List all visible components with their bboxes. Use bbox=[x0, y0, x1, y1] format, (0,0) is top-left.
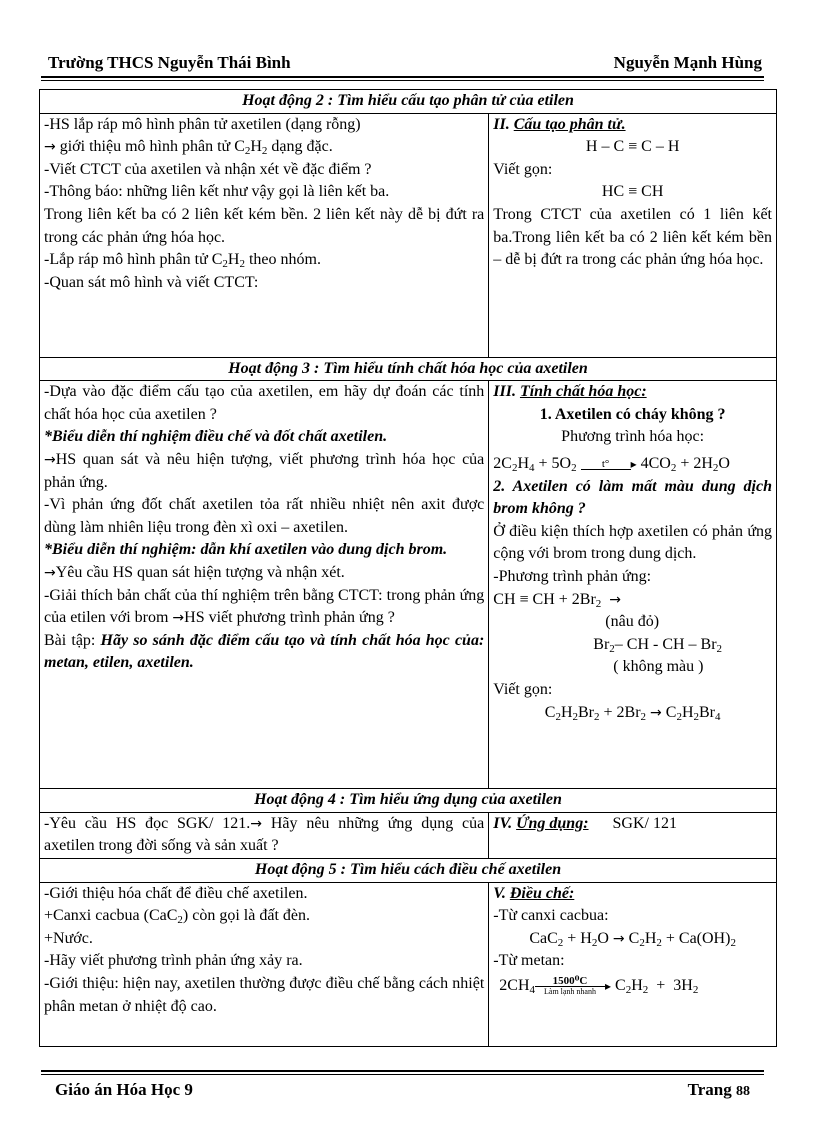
header-rule bbox=[41, 76, 764, 78]
bromine-product: $Br_2-$ CH - CH – $Br_2$ bbox=[593, 635, 723, 655]
s3-q1: 1. Axetilen có cháy không ? bbox=[539, 405, 726, 423]
activity-3-title: Hoạt động 3 : Tìm hiểu tính chất hóa học của axetilen bbox=[40, 357, 777, 381]
methane-equation: $2CH_4$ $\frac{\text{1500⁰C}}{\text{Làm lạnh nhanh}}$ ▸ $C_2H_2 + 3H_2$ bbox=[499, 974, 699, 996]
s5-heading: V. Điều chế: bbox=[493, 884, 575, 902]
s2-note: Trong CTCT của axetilen có 1 liên kết ba.Trong liên kết ba có 2 liên kết kém bền – dễ bị đứt ra trong các phản ứng hóa học. bbox=[493, 205, 772, 269]
s2-line-4: -Thông báo: những liên kết như vậy gọi là liên kết ba. bbox=[44, 183, 390, 201]
activity-2-teacher-column bbox=[40, 113, 489, 357]
s3-p7: -Giải thích bản chất của thí nghiệm trên bằng CTCT: trong phản ứng của etilen với brom →HS viết phương trình phản ứng ? bbox=[44, 586, 485, 627]
s3-p8: Bài tập: Hãy so sánh đặc điểm cấu tạo và tính chất hóa học của: metan, etilen, axetilen. bbox=[44, 631, 485, 672]
s3-q1-sub: Phương trình hóa học: bbox=[561, 428, 705, 446]
right-arrow-icon: → bbox=[250, 815, 263, 832]
s4-right: IV. Ứng dụng: SGK/ 121 bbox=[493, 814, 677, 832]
s2-line-6: -Lắp ráp mô hình phân tử $C_2H_2$ theo nhóm. bbox=[44, 251, 321, 271]
s3-short-label: Viết gọn: bbox=[493, 680, 553, 698]
book-title: Giáo án Hóa Học 9 bbox=[55, 1080, 193, 1099]
s3-q2-text: Ở điều kiện thích hợp axetilen có phản ứng cộng với brom trong dung dịch. bbox=[493, 522, 772, 563]
bromine-equation-reactants: CH ≡ CH + $2Br_2$ → bbox=[493, 590, 621, 610]
right-arrow-icon: → bbox=[44, 139, 56, 156]
s2-short-label: Viết gọn: bbox=[493, 160, 553, 178]
acetylene-short-formula: HC ≡ CH bbox=[601, 183, 664, 201]
header-rule-thin bbox=[41, 80, 764, 81]
s5-from1: -Từ canxi cacbua: bbox=[493, 907, 609, 925]
s3-p3: →HS quan sát và nêu hiện tượng, viết phương trình hóa học của phản ứng. bbox=[44, 450, 485, 491]
s3-q2: 2. Axetilen có làm mất màu dung dịch brom không ? bbox=[493, 477, 772, 518]
right-arrow-icon: → bbox=[44, 451, 56, 468]
acetylene-structural-formula: H – C ≡ C – H bbox=[585, 138, 680, 156]
s3-colorless: ( không màu ) bbox=[613, 658, 704, 676]
s2-line-5: Trong liên kết ba có 2 liên kết kém bền. 2 liên kết này dễ bị đứt ra trong các phản ứng hóa học. bbox=[44, 205, 485, 246]
s3-eq-label: -Phương trình phản ứng: bbox=[493, 567, 652, 585]
activity-5-teacher-column bbox=[40, 882, 489, 1046]
right-arrow-icon: → bbox=[44, 564, 56, 581]
s3-heading: III. Tính chất hóa học: bbox=[493, 383, 647, 401]
s4-left: -Yêu cầu HS đọc SGK/ 121.→ Hãy nêu những ứng dụng của axetilen trong đời sống và sản xuất ? bbox=[44, 814, 485, 855]
school-name: Trường THCS Nguyễn Thái Bình bbox=[48, 53, 291, 72]
s3-p4: -Vì phản ứng đốt chất axetilen tỏa rất nhiều nhiệt nên axit được dùng làm nhiên liệu trong đèn xì oxi – axetilen. bbox=[44, 496, 485, 536]
right-arrow-icon: → bbox=[172, 610, 185, 627]
s5-line-5: -Giới thiệu: hiện nay, axetilen thường được điều chế bằng cách nhiệt phân metan ở nhiệt độ cao. bbox=[44, 974, 485, 1015]
s5-from2: -Từ metan: bbox=[493, 952, 565, 970]
s5-line-4: -Hãy viết phương trình phản ứng xảy ra. bbox=[44, 952, 303, 970]
combustion-equation: $2C_2H_4 + 5O_2$ t° ▸ $4CO_2 + 2H_2O$ bbox=[493, 454, 730, 474]
activity-3-content-column bbox=[489, 381, 777, 789]
s5-line-1: -Giới thiệu hóa chất để điều chế axetilen. bbox=[44, 884, 308, 902]
activity-2-title: Hoạt động 2 : Tìm hiểu cấu tạo phân tử của etilen bbox=[40, 90, 777, 114]
footer-rule bbox=[41, 1070, 764, 1072]
s2-line-2: → giới thiệu mô hình phân tử $C_2H_2$ dạng đặc. bbox=[44, 138, 333, 158]
carbide-equation: $CaC_2 + H_2O \to C_2H_2 + Ca(OH)_2$ bbox=[529, 929, 736, 949]
activity-5-title: Hoạt động 5 : Tìm hiểu cách điều chế axetilen bbox=[40, 858, 777, 882]
right-arrow-icon: → bbox=[650, 704, 662, 721]
s3-p1: -Dựa vào đặc điểm cấu tạo của axetilen, em hãy dự đoán các tính chất hóa học của axetilen ? bbox=[44, 383, 485, 423]
s5-line-3: +Nước. bbox=[44, 929, 93, 947]
activity-4-title: Hoạt động 4 : Tìm hiểu ứng dụng của axetilen bbox=[40, 789, 777, 813]
bromine-short-equation: $C_2H_2Br_2 + 2Br_2 \to C_2H_2Br_4$ bbox=[544, 703, 721, 723]
lesson-table bbox=[39, 89, 777, 1047]
footer-rule-thin bbox=[41, 1074, 764, 1075]
s2-heading: II. Cấu tạo phân tử. bbox=[493, 115, 626, 133]
activity-2-content-column bbox=[489, 113, 777, 357]
teacher-name: Nguyễn Mạnh Hùng bbox=[613, 53, 762, 72]
s2-line-1: -HS lắp ráp mô hình phân tử axetilen (dạng rỗng) bbox=[44, 115, 361, 133]
s3-brown: (nâu đỏ) bbox=[605, 613, 660, 631]
activity-4-content-column bbox=[489, 812, 777, 858]
activity-3-teacher-column bbox=[40, 381, 489, 789]
activity-5-content-column bbox=[489, 882, 777, 1046]
s2-line-7: -Quan sát mô hình và viết CTCT: bbox=[44, 273, 259, 291]
right-arrow-icon: → bbox=[612, 930, 625, 947]
s3-p6: →Yêu cầu HS quan sát hiện tượng và nhận xét. bbox=[44, 563, 345, 581]
s5-line-2: +Canxi cacbua (CaC$_2$) còn gọi là đất đèn. bbox=[44, 907, 310, 927]
s3-p5: *Biểu diễn thí nghiệm: dẫn khí axetilen vào dung dịch brom. bbox=[44, 541, 448, 559]
page-number: Trang 88 bbox=[687, 1080, 750, 1099]
s2-line-3: -Viết CTCT của axetilen và nhận xét về đặc điểm ? bbox=[44, 160, 372, 178]
page-footer bbox=[55, 1080, 750, 1102]
activity-4-teacher-column bbox=[40, 812, 489, 858]
s3-p2: *Biểu diễn thí nghiệm điều chế và đốt chất axetilen. bbox=[44, 428, 388, 446]
right-arrow-icon: → bbox=[609, 591, 621, 608]
page-header bbox=[48, 53, 762, 75]
